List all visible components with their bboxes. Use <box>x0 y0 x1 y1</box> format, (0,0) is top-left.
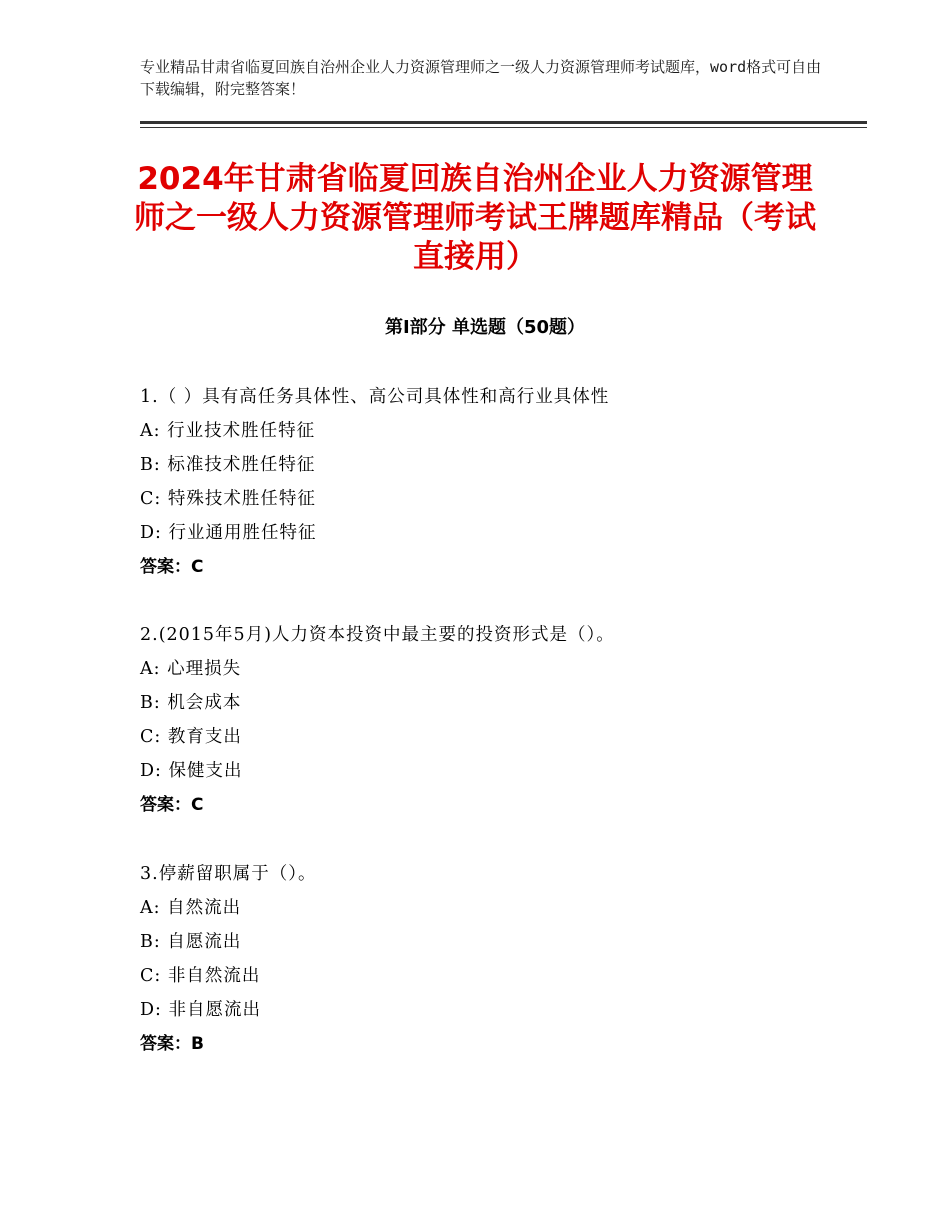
question-1 <box>140 380 840 584</box>
question-3 <box>140 857 840 1061</box>
document-title: 2024年甘肃省临夏回族自治州企业人力资源管理师之一级人力资源管理师考试王牌题库精品（考试直接用） <box>134 161 816 275</box>
question-2 <box>140 618 840 822</box>
section-title: 第Ⅰ部分 单选题（50题） <box>384 317 585 338</box>
option-c: C: 教育支出 <box>140 727 242 747</box>
answer: 答案：B <box>140 1034 204 1054</box>
option-a: A: 心理损失 <box>140 659 242 679</box>
option-d: D: 保健支出 <box>140 761 243 781</box>
option-a: A: 自然流出 <box>140 898 242 918</box>
question-stem: 1.（ ）具有高任务具体性、高公司具体性和高行业具体性 <box>140 387 610 407</box>
option-d: D: 行业通用胜任特征 <box>140 523 317 543</box>
option-b: B: 机会成本 <box>140 693 242 713</box>
option-d: D: 非自愿流出 <box>140 1000 261 1020</box>
question-stem: 3.停薪留职属于（）。 <box>140 864 317 884</box>
option-b: B: 自愿流出 <box>140 932 242 952</box>
question-stem: 2.(2015年5月)人力资本投资中最主要的投资形式是（）。 <box>140 625 615 645</box>
answer: 答案：C <box>140 557 204 577</box>
header-note: 专业精品甘肃省临夏回族自治州企业人力资源管理师之一级人力资源管理师考试题库，word格式可自由下载编辑，附完整答案！ <box>140 58 822 98</box>
answer: 答案：C <box>140 795 204 815</box>
header-divider-thin <box>140 127 867 128</box>
option-b: B: 标准技术胜任特征 <box>140 455 316 475</box>
option-c: C: 特殊技术胜任特征 <box>140 489 316 509</box>
option-c: C: 非自然流出 <box>140 966 261 986</box>
header-divider-thick <box>140 121 867 124</box>
option-a: A: 行业技术胜任特征 <box>140 421 316 441</box>
